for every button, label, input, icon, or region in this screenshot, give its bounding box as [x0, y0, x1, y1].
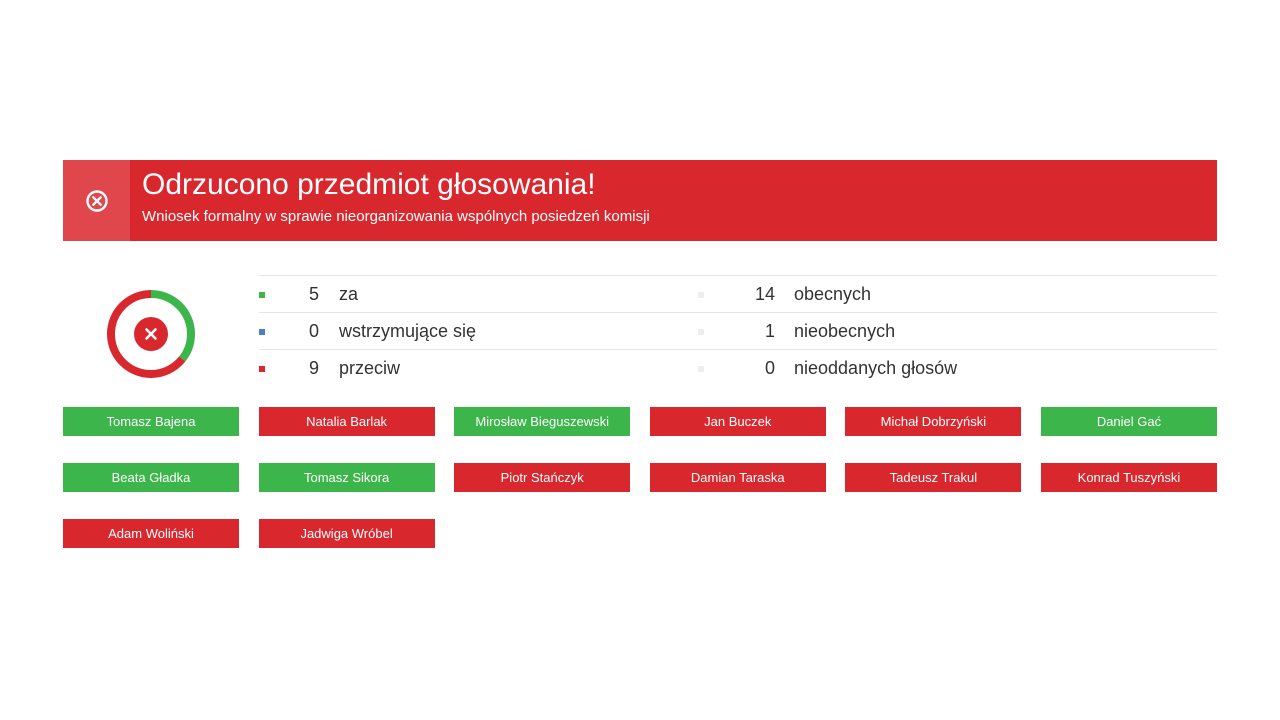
banner-title: Odrzucono przedmiot głosowania! [142, 168, 596, 201]
member-vote-za[interactable]: Tomasz Bajena [63, 407, 239, 436]
za-label: za [339, 284, 359, 304]
member-vote-za[interactable]: Beata Gładka [63, 463, 239, 492]
nieobecnych-count: 1 [764, 321, 775, 341]
za-count: 5 [308, 284, 319, 304]
member-vote-przeciw[interactable]: Jan Buczek [650, 407, 826, 436]
wstrzymujace-label: wstrzymujące się [339, 321, 477, 341]
wstrzymujace-marker [259, 329, 265, 335]
wstrzymujace-count: 0 [308, 321, 319, 341]
banner-subtitle: Wniosek formalny w sprawie nieorganizowania wspólnych posiedzeń komisji [142, 208, 650, 225]
nieobecnych-marker [698, 329, 704, 335]
member-vote-przeciw[interactable]: Jadwiga Wróbel [259, 519, 435, 548]
przeciw-marker [259, 366, 265, 372]
member-vote-za[interactable]: Mirosław Bieguszewski [454, 407, 630, 436]
circle-x-icon [85, 189, 109, 213]
member-vote-przeciw[interactable]: Natalia Barlak [259, 407, 435, 436]
stats-row [259, 275, 1217, 312]
member-vote-przeciw[interactable]: Piotr Stańczyk [454, 463, 630, 492]
member-vote-przeciw[interactable]: Adam Woliński [63, 519, 239, 548]
member-vote-przeciw[interactable]: Konrad Tuszyński [1041, 463, 1217, 492]
za-marker [259, 292, 265, 298]
stats-row [259, 312, 1217, 349]
nieoddanych-marker [698, 366, 704, 372]
przeciw-count: 9 [308, 358, 319, 378]
stats-row [259, 349, 1217, 386]
result-banner [63, 160, 1217, 241]
member-vote-za[interactable]: Tomasz Sikora [259, 463, 435, 492]
member-vote-za[interactable]: Daniel Gać [1041, 407, 1217, 436]
banner-icon-cell [63, 160, 130, 241]
nieobecnych-label: nieobecnych [794, 321, 896, 341]
member-votes-grid [63, 407, 1217, 548]
nieoddanych-label: nieoddanych głosów [794, 358, 958, 378]
obecnych-count: 14 [754, 284, 775, 304]
obecnych-marker [698, 292, 704, 298]
obecnych-label: obecnych [794, 284, 872, 304]
przeciw-label: przeciw [339, 358, 401, 378]
nieoddanych-count: 0 [764, 358, 775, 378]
vote-result-donut [106, 289, 196, 379]
banner-text [130, 160, 650, 241]
member-vote-przeciw[interactable]: Tadeusz Trakul [845, 463, 1021, 492]
member-vote-przeciw[interactable]: Michał Dobrzyński [845, 407, 1021, 436]
member-vote-przeciw[interactable]: Damian Taraska [650, 463, 826, 492]
vote-stats [259, 275, 1217, 386]
